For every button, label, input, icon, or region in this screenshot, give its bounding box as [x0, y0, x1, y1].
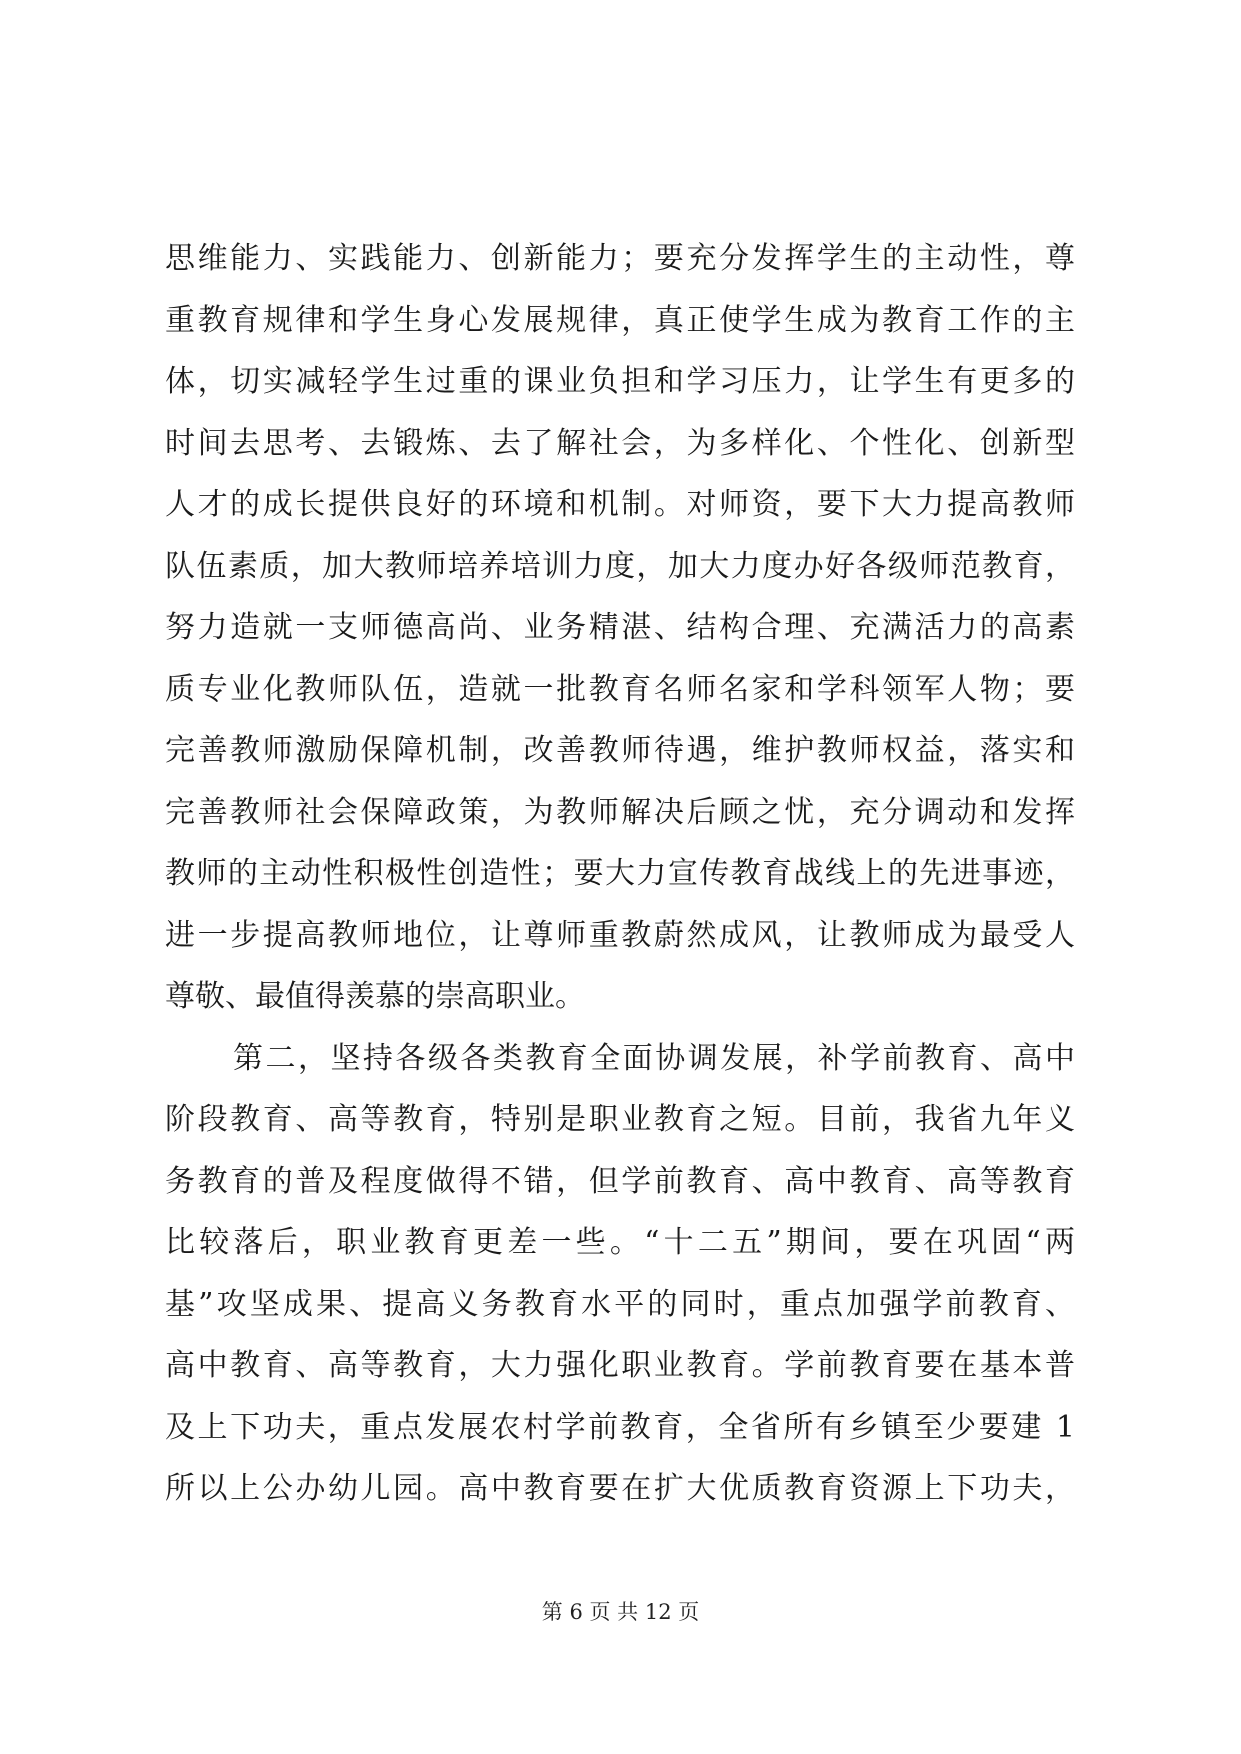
paragraph-1 — [165, 228, 1075, 1028]
text-line: 阶段教育、高等教育，特别是职业教育之短。目前，我省九年义 — [165, 1102, 1075, 1137]
text-line: 重教育规律和学生身心发展规律，真正使学生成为教育工作的主 — [165, 302, 1075, 338]
text-line: 所以上公办幼儿园。高中教育要在扩大优质教育资源上下功夫， — [165, 1471, 1075, 1506]
text-line: 比较落后，职业教育更差一些。“十二五”期间，要在巩固“两 — [165, 1225, 1075, 1260]
paragraph-2 — [165, 1028, 1075, 1520]
text-line: 高中教育、高等教育，大力强化职业教育。学前教育要在基本普 — [165, 1348, 1075, 1383]
text-line: 及上下功夫，重点发展农村学前教育，全省所有乡镇至少要建 1 — [165, 1409, 1075, 1445]
text-line: 教师的主动性积极性创造性；要大力宣传教育战线上的先进事迹， — [165, 856, 1075, 891]
text-line: 体，切实减轻学生过重的课业负担和学习压力，让学生有更多的 — [165, 364, 1075, 399]
text-line: 思维能力、实践能力、创新能力；要充分发挥学生的主动性，尊 — [165, 241, 1075, 276]
page-number-footer: 第 6 页 共 12 页 — [541, 1600, 700, 1624]
text-line: 人才的成长提供良好的环境和机制。对师资，要下大力提高教师 — [165, 487, 1075, 522]
text-line: 基”攻坚成果、提高义务教育水平的同时，重点加强学前教育、 — [165, 1286, 1075, 1322]
text-line: 尊敬、最值得羡慕的崇高职业。 — [165, 979, 585, 1014]
text-line: 质专业化教师队伍，造就一批教育名师名家和学科领军人物；要 — [165, 671, 1075, 707]
text-line: 进一步提高教师地位，让尊师重教蔚然成风，让教师成为最受人 — [165, 917, 1075, 953]
text-line: 务教育的普及程度做得不错，但学前教育、高中教育、高等教育 — [165, 1163, 1075, 1199]
text-line: 队伍素质，加大教师培养培训力度，加大力度办好各级师范教育， — [165, 548, 1075, 584]
text-line: 第二，坚持各级各类教育全面协调发展，补学前教育、高中 — [233, 1040, 1075, 1076]
document-body — [165, 228, 1075, 1520]
text-line: 时间去思考、去锻炼、去了解社会，为多样化、个性化、创新型 — [165, 425, 1075, 461]
text-line: 完善教师激励保障机制，改善教师待遇，维护教师权益，落实和 — [165, 733, 1075, 768]
text-line: 努力造就一支师德高尚、业务精湛、结构合理、充满活力的高素 — [165, 610, 1075, 645]
text-line: 完善教师社会保障政策，为教师解决后顾之忧，充分调动和发挥 — [165, 794, 1075, 830]
